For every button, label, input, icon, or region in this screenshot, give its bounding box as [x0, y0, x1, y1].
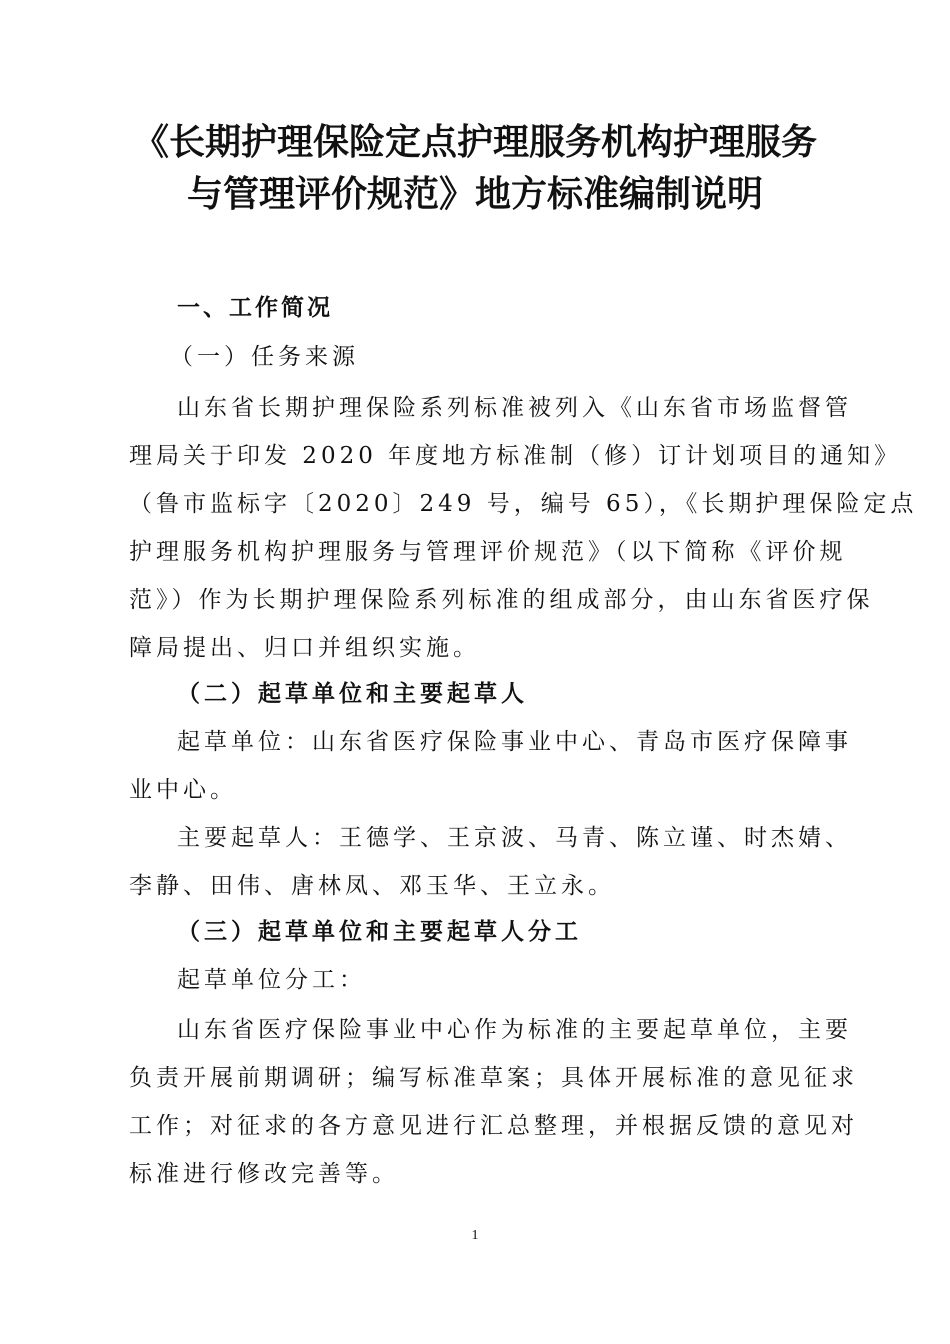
paragraph-main-drafters-line-1: 主要起草人：王德学、王京波、马青、陈立谨、时杰婧、 [177, 825, 852, 851]
paragraph-drafting-units-line-2: 业中心。 [129, 777, 237, 803]
section-heading-work-overview: 一、工作简况 [177, 295, 333, 321]
paragraph-unit-division-line-2: 负责开展前期调研；编写标准草案；具体开展标准的意见征求 [129, 1065, 858, 1091]
subsection-heading-task-source: （一）任务来源 [170, 344, 359, 370]
paragraph-main-drafters-line-2: 李静、田伟、唐林凤、邓玉华、王立永。 [129, 873, 615, 899]
paragraph-unit-division-line-1: 山东省医疗保险事业中心作为标准的主要起草单位，主要 [177, 1017, 852, 1043]
document-title-line-1: 《长期护理保险定点护理服务机构护理服务 [132, 122, 817, 163]
paragraph-task-source-line-5: 范》）作为长期护理保险系列标准的组成部分，由山东省医疗保 [129, 587, 874, 613]
paragraph-unit-division-line-4: 标准进行修改完善等。 [129, 1161, 399, 1187]
paragraph-task-source-line-6: 障局提出、归口并组织实施。 [129, 635, 480, 661]
page-number: 1 [471, 1228, 479, 1243]
paragraph-unit-division-line-3: 工作；对征求的各方意见进行汇总整理，并根据反馈的意见对 [129, 1113, 858, 1139]
paragraph-drafting-units-line-1: 起草单位：山东省医疗保险事业中心、青岛市医疗保障事 [177, 729, 852, 755]
subsection-heading-division-of-labor: （三）起草单位和主要起草人分工 [177, 918, 582, 945]
paragraph-task-source-line-2: 理局关于印发 2020 年度地方标准制（修）订计划项目的通知》 [129, 443, 902, 469]
paragraph-task-source-line-4: 护理服务机构护理服务与管理评价规范》（以下简称《评价规 [129, 539, 847, 565]
subsection-heading-drafting-units: （二）起草单位和主要起草人 [177, 680, 528, 707]
document-title-line-2: 与管理评价规范》地方标准编制说明 [186, 174, 763, 215]
paragraph-task-source-line-1: 山东省长期护理保险系列标准被列入《山东省市场监督管 [177, 395, 852, 421]
paragraph-task-source-line-3: （鲁市监标字〔2020〕249 号，编号 65），《长期护理保险定点 [129, 491, 918, 517]
paragraph-unit-division-label: 起草单位分工： [177, 967, 366, 993]
